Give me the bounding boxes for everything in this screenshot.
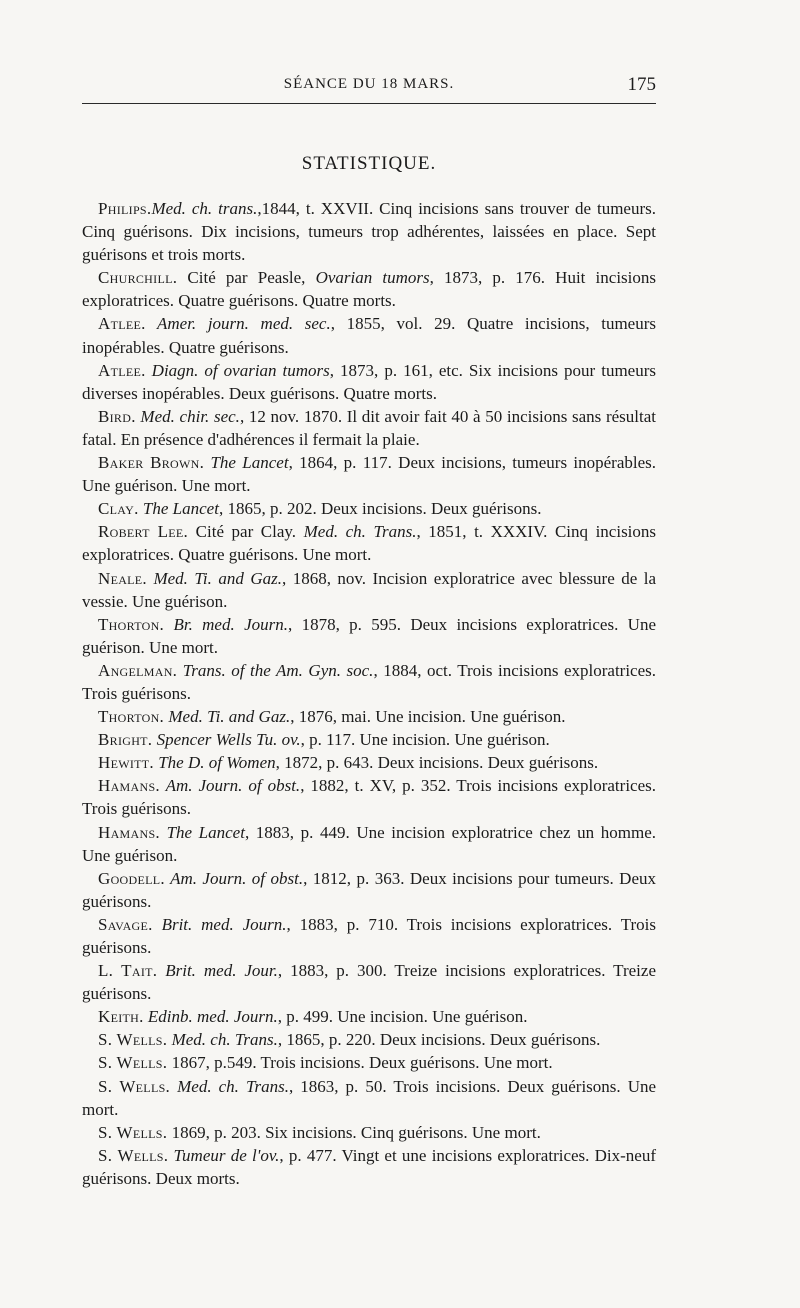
entry-citation: Amer. journ. med. sec. — [145, 314, 331, 334]
statistic-entry — [82, 1051, 656, 1074]
entry-author: S. Wells. — [98, 1076, 171, 1096]
statistic-entry — [82, 1121, 656, 1144]
page-header — [82, 76, 656, 98]
entry-text: 1867, p.549. Trois incisions. Deux guérisons. Une mort. — [167, 1053, 553, 1073]
entry-text: , p. 117. Une incision. Une guérison. — [300, 730, 550, 750]
entry-author: Neale. — [98, 568, 147, 588]
page-number: 175 — [627, 74, 656, 95]
entry-text: , 1884, oct. Trois incisions exploratrices. Trois guérisons. — [82, 660, 657, 703]
entry-citation: Med. ch. Trans. — [170, 1076, 289, 1096]
entry-text: , 1851, t. XXXIV. Cinq incisions exploratrices. Quatre guérisons. Une mort. — [82, 522, 657, 565]
entry-citation: The Lancet — [138, 499, 219, 519]
entry-citation: Med. chir. sec. — [135, 406, 240, 426]
entry-author: Keith. — [98, 1007, 144, 1027]
statistic-entry — [82, 312, 656, 358]
entry-author: Baker Brown. — [98, 453, 205, 473]
entry-text: , 1865, p. 202. Deux incisions. Deux guérisons. — [218, 499, 542, 519]
entry-citation: Tumeur de l'ov. — [168, 1145, 280, 1165]
entry-citation: The D. of Women — [153, 753, 276, 773]
entry-text: , 1876, mai. Une incision. Une guérison. — [290, 707, 566, 727]
entry-citation: Med. Ti. and Gaz. — [164, 707, 291, 727]
entry-text: , 1882, t. XV, p. 352. Trois incisions exploratrices. Trois guérisons. — [82, 776, 656, 819]
entry-author: Hamans. — [98, 822, 160, 842]
statistic-entry — [82, 659, 656, 705]
statistics-list — [82, 197, 656, 1190]
entry-text: ,1844, t. XXVII. Cinq incisions sans trouver de tumeurs. Cinq guérisons. Dix incisions, tumeurs trop adhérentes, laissées en place. Sept guérisons et trois morts. — [82, 199, 656, 265]
header-rule — [82, 103, 656, 104]
statistic-entry — [82, 567, 656, 613]
entry-citation: Br. med. Journ. — [164, 614, 288, 634]
entry-author: Churchill. — [98, 268, 178, 288]
entry-author: Bright. — [98, 730, 153, 750]
statistic-entry — [82, 497, 656, 520]
entry-citation: Med. ch. Trans. — [303, 522, 417, 542]
entry-citation: Med. ch. Trans. — [167, 1030, 278, 1050]
entry-author: S. Wells. — [98, 1030, 168, 1050]
entry-text: , 1883, p. 300. Treize incisions exploratrices. Treize guérisons. — [82, 961, 656, 1004]
entry-author: Atlee. — [98, 314, 146, 334]
statistic-entry — [82, 1144, 656, 1190]
statistic-entry — [82, 1005, 656, 1028]
entry-citation: Med. Ti. and Gaz. — [146, 568, 282, 588]
statistic-entry — [82, 451, 656, 497]
entry-text: , 1878, p. 595. Deux incisions exploratrices. Une guérison. Une mort. — [82, 614, 656, 657]
statistic-entry — [82, 751, 656, 774]
entry-author: Angelman. — [98, 660, 178, 680]
statistic-entry — [82, 867, 656, 913]
statistic-entry — [82, 821, 656, 867]
entry-citation: Med. ch. trans. — [151, 199, 258, 218]
entry-author: Thorton. — [98, 707, 165, 727]
entry-citation: The Lancet — [204, 453, 289, 473]
entry-author: Hamans. — [98, 776, 160, 796]
entry-author: Robert Lee. — [98, 522, 189, 542]
statistic-entry — [82, 728, 656, 751]
entry-text: , 12 nov. 1870. Il dit avoir fait 40 à 50 incisions sans résultat fatal. En présence d'adhérences il fermait la plaie. — [82, 406, 656, 449]
entry-prefix: Cité par Clay. — [188, 522, 304, 542]
statistic-entry — [82, 705, 656, 728]
entry-text: , 1872, p. 643. Deux incisions. Deux guérisons. — [275, 753, 599, 773]
entry-citation: Trans. of the Am. Gyn. soc. — [177, 660, 374, 680]
entry-citation: Brit. med. Journ. — [152, 914, 287, 934]
entry-prefix: Cité par Peasle, — [177, 268, 316, 288]
entry-text: , 1865, p. 220. Deux incisions. Deux guérisons. — [277, 1030, 601, 1050]
entry-author: Bird. — [98, 406, 136, 426]
running-head: SÉANCE DU 18 MARS. — [283, 76, 455, 92]
statistic-entry — [82, 959, 656, 1005]
entry-author: Savage. — [98, 914, 153, 934]
entry-author: Hewitt. — [98, 753, 154, 773]
entry-text: , 1864, p. 117. Deux incisions, tumeurs inopérables. Une guérison. Une mort. — [82, 453, 656, 496]
entry-text: , p. 499. Une incision. Une guérison. — [277, 1007, 528, 1027]
statistic-entry — [82, 1075, 656, 1121]
entry-text: 1869, p. 203. Six incisions. Cinq guérisons. Une mort. — [167, 1122, 541, 1142]
entry-text: , 1812, p. 363. Deux incisions pour tumeurs. Deux guérisons. — [82, 868, 656, 911]
entry-text: , 1873, p. 176. Huit incisions exploratrices. Quatre guérisons. Quatre morts. — [82, 268, 656, 311]
entry-text: , 1883, p. 710. Trois incisions exploratrices. Trois guérisons. — [82, 914, 656, 957]
entry-author: S. Wells. — [98, 1053, 168, 1073]
statistic-entry — [82, 774, 656, 820]
entry-author: S. Wells. — [98, 1122, 168, 1142]
statistic-entry — [82, 405, 656, 451]
entry-author: L. Tait. — [98, 961, 158, 981]
section-title: STATISTIQUE. — [301, 153, 437, 174]
entry-author: Thorton. — [98, 614, 165, 634]
entry-citation: Am. Journ. of obst. — [159, 776, 301, 796]
entry-text: , p. 477. Vingt et une incisions exploratrices. Dix-neuf guérisons. Deux morts. — [82, 1145, 656, 1188]
entry-author: Philips. — [98, 199, 152, 218]
statistic-entry — [82, 197, 656, 266]
entry-text: , 1863, p. 50. Trois incisions. Deux guérisons. Une mort. — [82, 1076, 657, 1119]
entry-author: Goodell. — [98, 868, 165, 888]
statistic-entry — [82, 613, 656, 659]
entry-citation: The Lancet — [159, 822, 245, 842]
statistic-entry — [82, 359, 656, 405]
entry-text: , 1855, vol. 29. Quatre incisions, tumeurs inopérables. Quatre guérisons. — [82, 314, 656, 357]
entry-citation: Diagn. of ovarian tumors — [145, 360, 330, 380]
entry-citation: Spencer Wells Tu. ov. — [152, 730, 301, 750]
entry-author: S. Wells. — [98, 1145, 169, 1165]
entry-text: , 1883, p. 449. Une incision exploratrice chez un homme. Une guérison. — [82, 822, 656, 865]
entry-citation: Ovarian tumors — [315, 268, 430, 288]
entry-text: , 1873, p. 161, etc. Six incisions pour tumeurs diverses inopérables. Deux guérisons. Quatre morts. — [82, 360, 656, 403]
statistic-entry — [82, 520, 656, 566]
entry-author: Atlee. — [98, 360, 146, 380]
entry-text: , 1868, nov. Incision exploratrice avec blessure de la vessie. Une guérison. — [82, 568, 656, 611]
entry-author: Clay. — [98, 499, 139, 519]
entry-citation: Am. Journ. of obst. — [164, 868, 304, 888]
entry-citation: Brit. med. Jour. — [157, 961, 278, 981]
entry-citation: Edinb. med. Journ. — [143, 1007, 278, 1027]
statistic-entry — [82, 266, 656, 312]
statistic-entry — [82, 1028, 656, 1051]
statistic-entry — [82, 913, 656, 959]
